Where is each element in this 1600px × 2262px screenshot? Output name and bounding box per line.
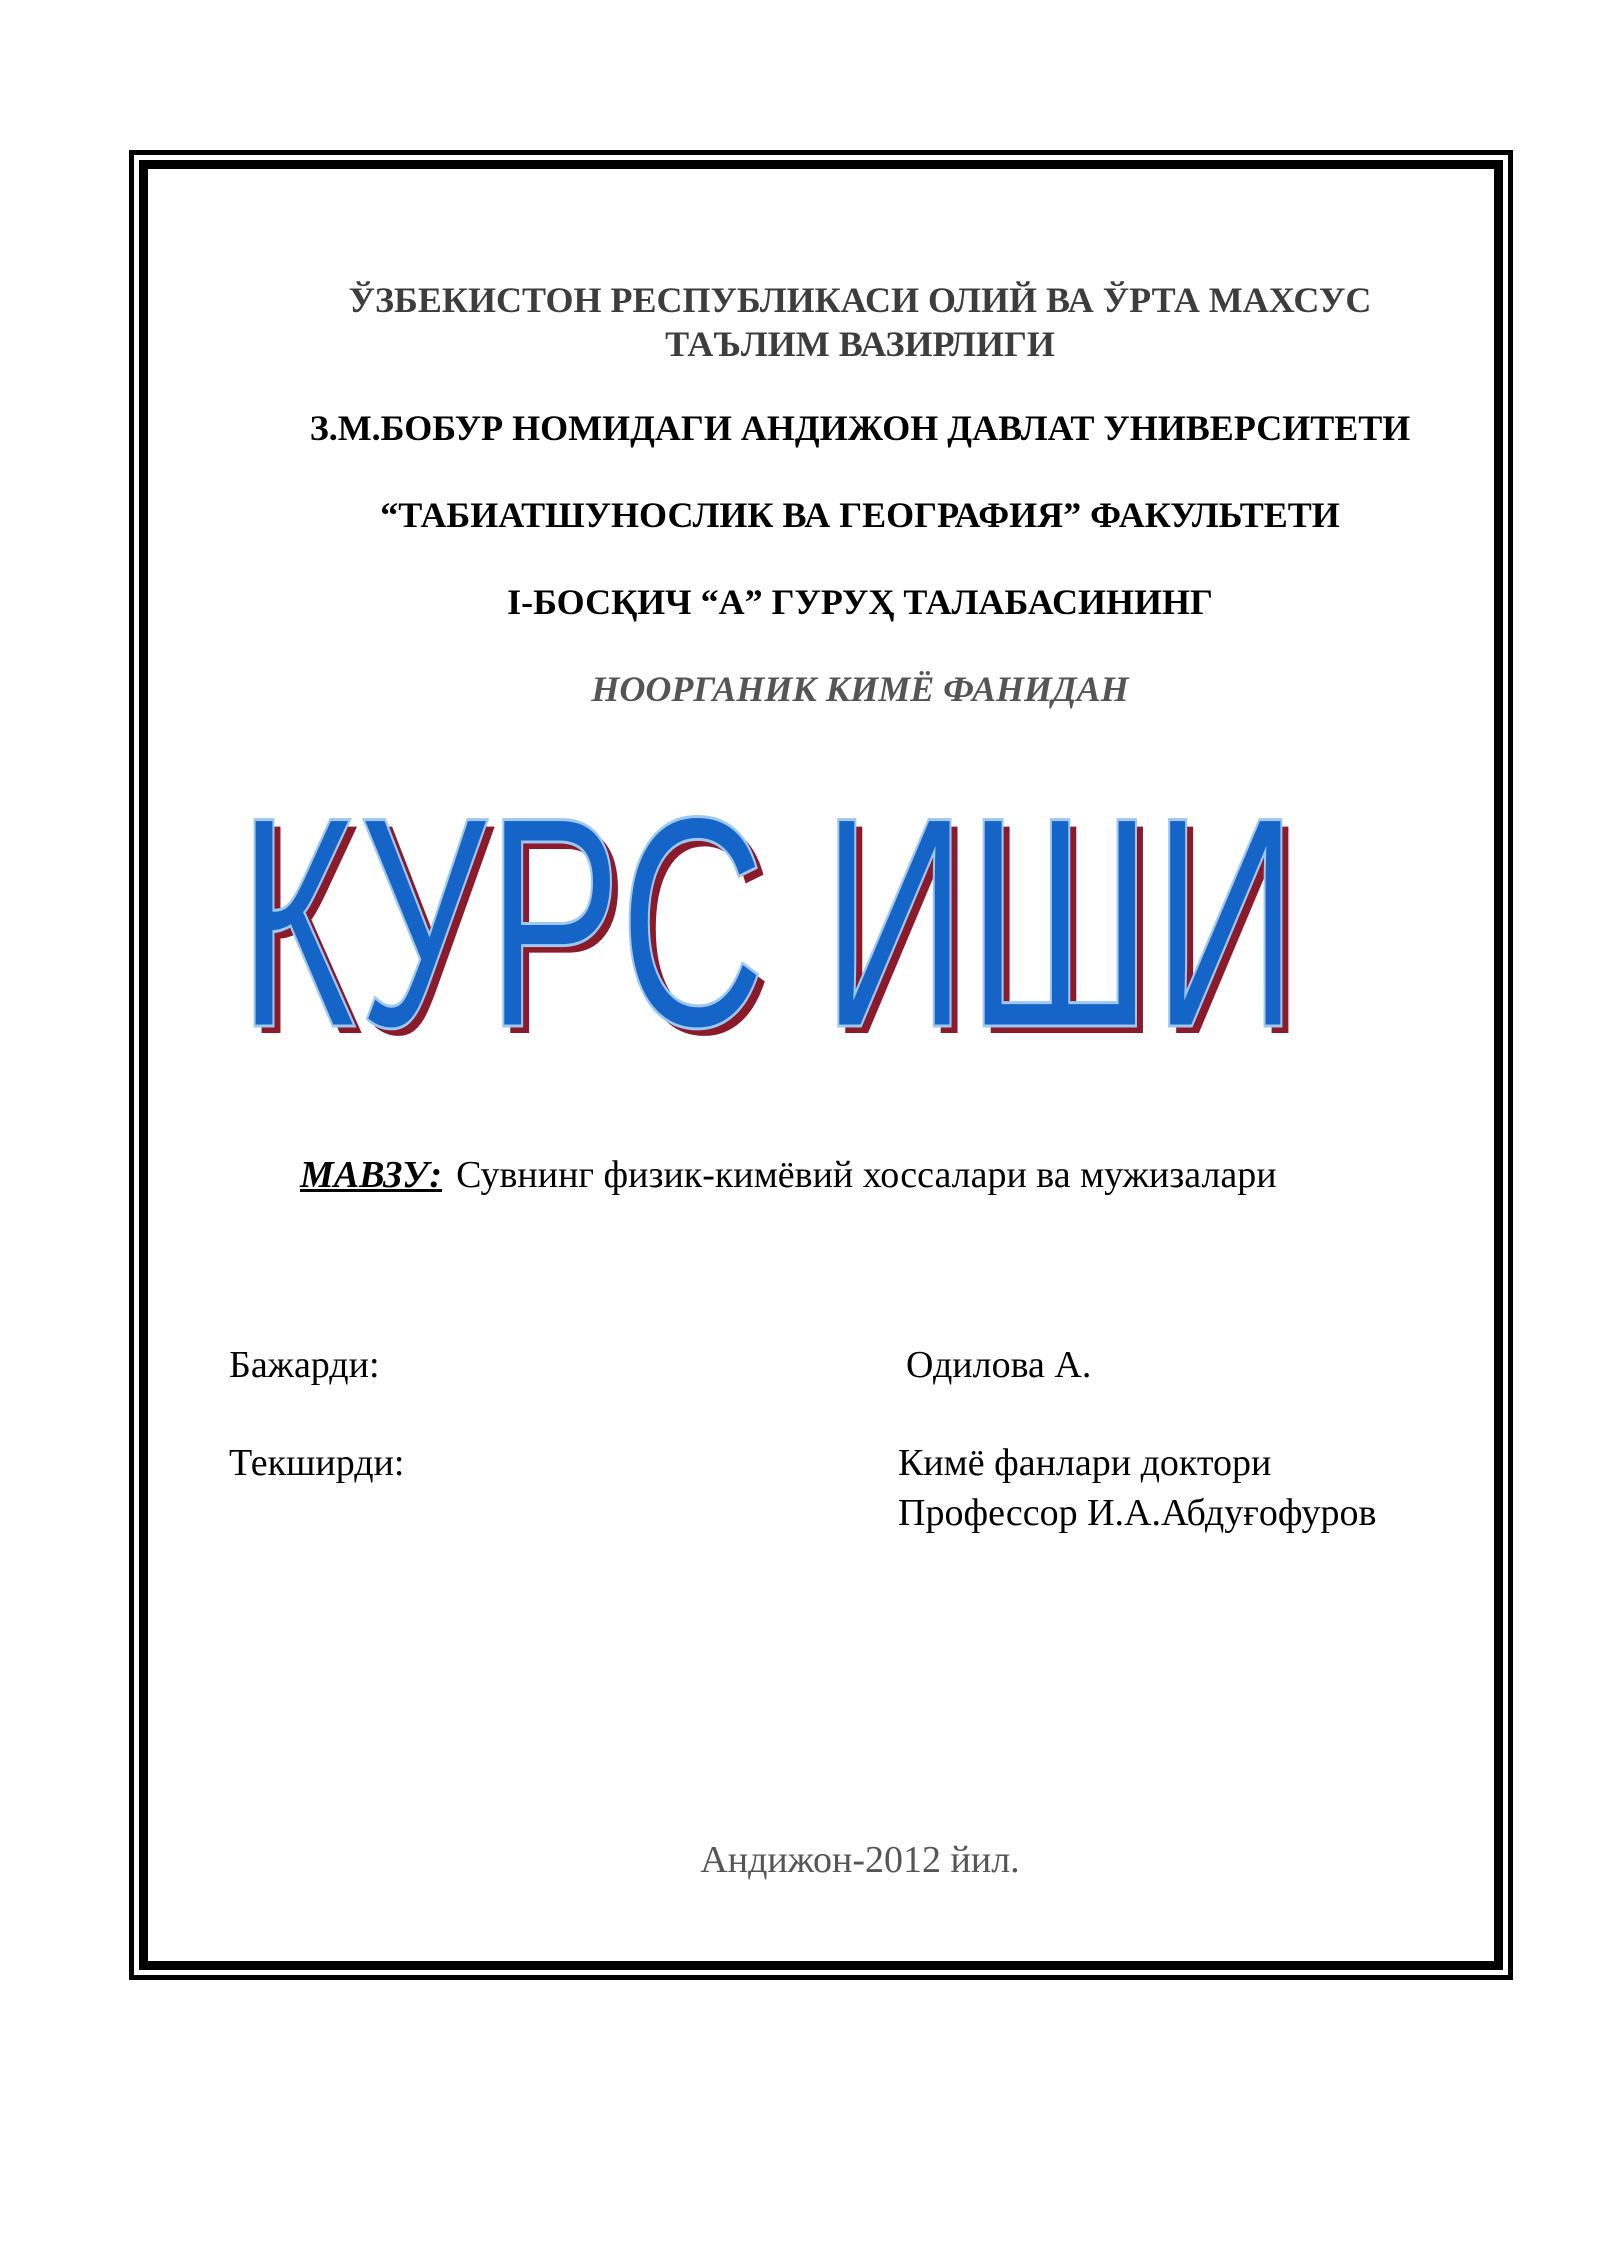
place-and-year: Андижон-2012 йил. [700,1839,1020,1881]
faculty-heading: “ТАБИАТШУНОСЛИК ВА ГЕОГРАФИЯ” ФАКУЛЬТЕТИ [380,495,1340,535]
course-work-title-shadow: КУРС ИШИ [245,790,1305,1070]
checked-by-label: Текширди: [229,1442,405,1484]
course-work-title-text: КУРС ИШИ [238,790,1298,1070]
topic-line [300,1153,1277,1197]
student-group-heading: I-БОСҚИЧ “А” ГУРУҲ ТАЛАБАСИНИНГ [507,582,1213,622]
checked-by-name: Профессор И.А.Абдуғофуров [898,1492,1377,1534]
topic-text: Сувнинг физик-кимёвий хоссалари ва мужизалари [456,1154,1277,1196]
topic-label: МАВЗУ: [300,1154,443,1196]
ministry-line-2: ТАЪЛИМ ВАЗИРЛИГИ [665,324,1055,364]
checked-by-degree: Кимё фанлари доктори [898,1442,1272,1484]
ministry-line-1: ЎЗБЕКИСТОН РЕСПУБЛИКАСИ ОЛИЙ ВА ЎРТА МАХСУС [348,280,1372,320]
ministry-heading [200,278,1520,366]
subject-heading: НООРГАНИК КИМЁ ФАНИДАН [591,669,1129,709]
university-heading: З.М.БОБУР НОМИДАГИ АНДИЖОН ДАВЛАТ УНИВЕРСИТЕТИ [309,408,1411,448]
course-work-title [220,790,1320,1070]
performed-by-value: Одилова А. [906,1344,1092,1386]
performed-by-label: Бажарди: [229,1344,380,1386]
